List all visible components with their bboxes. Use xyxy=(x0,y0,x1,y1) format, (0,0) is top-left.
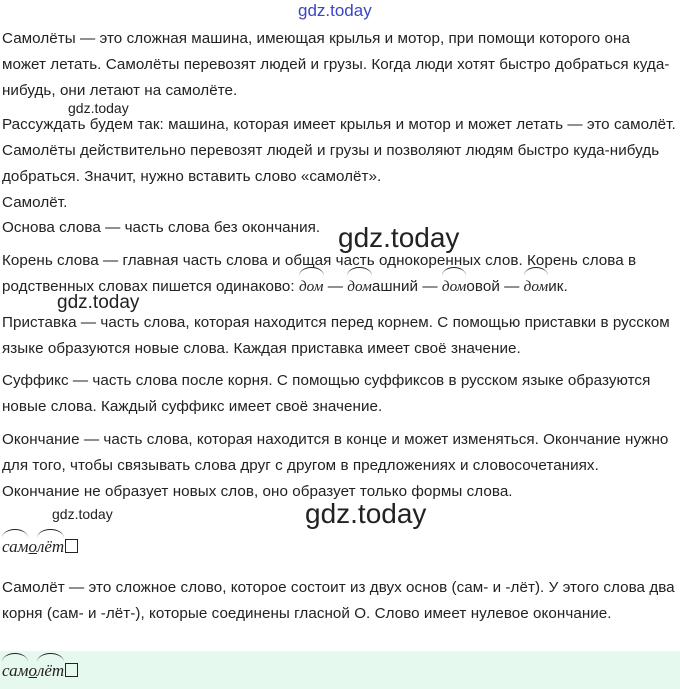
watermark-medium-1: gdz.today xyxy=(57,292,140,313)
paragraph-definition: Самолёты — это сложная машина, имеющая крылья и мотор, при помощи которого она может летать. Самолёты перевозят людей и грузы. Когда люди хотят быстро добраться куда-нибудь, они летают на самолёте. xyxy=(2,30,670,99)
morpheme-analysis-2 xyxy=(2,660,78,682)
root-example-2: дом xyxy=(347,274,372,300)
paragraph-answer: Самолёт. xyxy=(2,194,68,211)
connecting-vowel: о xyxy=(28,661,37,680)
zero-ending-box xyxy=(65,539,78,553)
root-example-4: дом xyxy=(524,274,549,300)
zero-ending-box xyxy=(65,663,78,677)
paragraph-ending-definition: Окончание — часть слова, которая находится в конце и может изменяться. Окончание нужно для того, чтобы связывать слова друг с другом в предложениях и словосочетаниях. Окончание не образует новых слов, оно образует только формы слова. xyxy=(2,431,669,500)
watermark-top: gdz.today xyxy=(298,1,372,20)
watermark-small-1: gdz.today xyxy=(68,100,129,116)
answer-highlight xyxy=(0,651,680,689)
root-sam: сам xyxy=(2,536,28,558)
paragraph-suffix-definition: Суффикс — часть слова после корня. С помощью суффиксов в русском языке образуются новые слова. Каждый суффикс имеет своё значение. xyxy=(2,372,651,415)
watermark-large-1: gdz.today xyxy=(338,222,460,253)
morpheme-analysis-1 xyxy=(2,536,78,558)
paragraph-stem-definition: Основа слова — часть слова без окончания. xyxy=(2,219,321,236)
root-lyot: лёт xyxy=(37,660,64,682)
paragraph-root-definition: Корень слова — главная часть слова и общая часть однокоренных слов. Корень слова в родственных словах пишется одинаково: дом — домашний — домовой — домик. xyxy=(2,248,676,300)
root-example-1: дом xyxy=(299,274,324,300)
watermark-large-2: gdz.today xyxy=(305,498,427,529)
paragraph-analysis: Самолёт — это сложное слово, которое состоит из двух основ (сам- и -лёт). У этого слова два корня (сам- и -лёт-), которые соединены гласной О. Слово имеет нулевое окончание. xyxy=(2,579,675,622)
root-lyot: лёт xyxy=(37,536,64,558)
paragraph-prefix-definition: Приставка — часть слова, которая находится перед корнем. С помощью приставки в русском языке образуются новые слова. Каждая приставка имеет своё значение. xyxy=(2,314,670,357)
connecting-vowel: о xyxy=(28,537,37,556)
root-arc xyxy=(299,267,324,276)
watermark-small-2: gdz.today xyxy=(52,506,113,522)
root-example-3: дом xyxy=(442,274,467,300)
root-definition-text: Корень слова — главная часть слова и общая часть однокоренных слов. Корень слова в родственных словах пишется одинаково: xyxy=(2,252,637,295)
root-sam: сам xyxy=(2,660,28,682)
paragraph-reasoning: Рассуждать будем так: машина, которая имеет крылья и мотор и может летать — это самолёт. Самолёты действительно перевозят людей и грузы и позволяют людям быстро куда-нибудь добраться. Значит, нужно вставить слово «самолёт». xyxy=(2,116,676,185)
